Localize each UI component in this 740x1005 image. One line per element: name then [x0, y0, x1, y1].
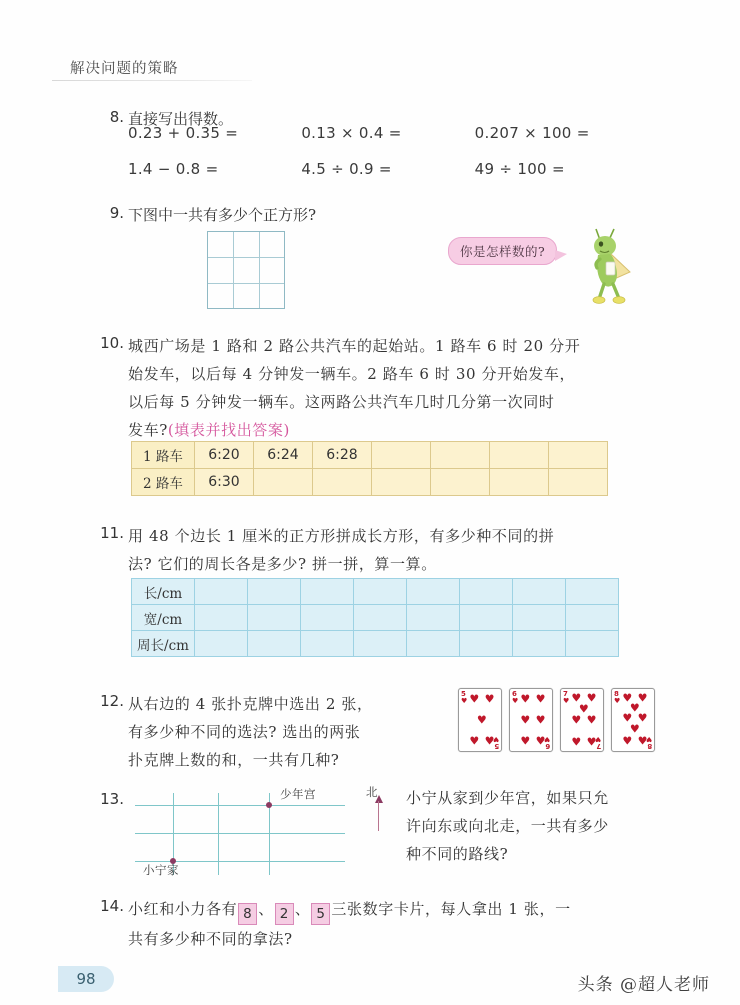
problem-14-line-2: 共有多少种不同的拿法?	[128, 930, 293, 948]
map-street-horizontal	[135, 805, 345, 806]
problem-8-prompt: 直接写出得数。	[128, 110, 234, 128]
card-rank-corner: 6 ♥	[543, 735, 550, 750]
table-cell[interactable]	[566, 605, 619, 631]
table-cell[interactable]	[301, 579, 354, 605]
card-rank-corner: 6 ♥	[512, 690, 519, 705]
table-cell[interactable]	[195, 631, 248, 657]
problem-13-number: 13.	[100, 790, 124, 808]
grid-line-vertical	[259, 232, 260, 308]
map-dot-destination	[266, 802, 272, 808]
grasshopper-mascot-icon	[578, 224, 636, 309]
square-counting-grid	[207, 231, 285, 309]
playing-cards-group	[458, 688, 655, 752]
card-pips: ♥ ♥ ♥ ♥ ♥	[469, 692, 495, 748]
playing-card	[458, 688, 502, 752]
row-label-width: 宽/cm	[132, 605, 195, 631]
problem-11-line-1: 用 48 个边长 1 厘米的正方形拼成长方形，有多少种不同的拼	[128, 527, 555, 545]
expression: 49 ÷ 100 =	[474, 160, 565, 178]
row-label-perimeter: 周长/cm	[132, 631, 195, 657]
playing-card	[611, 688, 655, 752]
problem-10-line-4-main: 发车?	[128, 421, 168, 439]
table-cell[interactable]: 6:30	[195, 469, 254, 496]
problem-10-line-1: 城西广场是 1 路和 2 路公共汽车的起始站。1 路车 6 时 20 分开	[128, 337, 581, 355]
expression: 0.207 × 100 =	[474, 124, 590, 142]
table-cell[interactable]	[313, 469, 372, 496]
row-label-length: 长/cm	[132, 579, 195, 605]
table-cell[interactable]	[460, 579, 513, 605]
table-cell[interactable]	[372, 469, 431, 496]
table-row	[132, 605, 619, 631]
expression-row	[128, 154, 648, 184]
card-separator: 、	[258, 900, 274, 918]
problem-12-line-2: 有多少种不同的选法? 选出的两张	[128, 723, 361, 741]
table-row	[132, 579, 619, 605]
table-row	[132, 442, 608, 469]
table-cell[interactable]	[566, 579, 619, 605]
card-rank-corner: 5 ♥	[492, 735, 499, 750]
row-label: 1 路车	[132, 442, 195, 469]
rectangle-dimensions-table	[131, 578, 619, 657]
page-number-tab: 98	[58, 966, 114, 992]
arrow-shaft	[378, 801, 379, 831]
header-divider	[52, 80, 252, 81]
table-cell[interactable]	[248, 631, 301, 657]
grid-line-horizontal	[208, 283, 284, 284]
problem-11-text	[128, 522, 648, 578]
table-row	[132, 469, 608, 496]
card-pips: ♥ ♥ ♥ ♥ ♥ ♥ ♥ ♥	[622, 691, 648, 748]
map-street-vertical	[218, 793, 219, 875]
grid-line-horizontal	[208, 257, 284, 258]
problem-14-line-1	[128, 895, 648, 925]
problem-8-number: 8.	[109, 108, 124, 126]
table-cell[interactable]	[301, 631, 354, 657]
card-rank-corner: 5 ♥	[461, 690, 468, 705]
map-label-north: 北	[366, 785, 378, 799]
expression: 0.23 + 0.35 =	[128, 124, 239, 142]
table-row	[132, 631, 619, 657]
table-cell[interactable]: 6:20	[195, 442, 254, 469]
problem-13-line-3: 种不同的路线?	[406, 845, 509, 863]
chapter-header: 解决问题的策略	[70, 61, 179, 77]
grid-line-vertical	[233, 232, 234, 308]
playing-card	[509, 688, 553, 752]
map-label-destination: 少年宫	[280, 787, 316, 801]
table-cell[interactable]	[460, 605, 513, 631]
table-cell[interactable]	[195, 579, 248, 605]
table-cell[interactable]	[549, 469, 608, 496]
speech-bubble: 你是怎样数的?	[448, 237, 557, 265]
row-label: 2 路车	[132, 469, 195, 496]
table-cell[interactable]: 6:24	[254, 442, 313, 469]
table-cell[interactable]	[513, 579, 566, 605]
table-cell[interactable]	[513, 631, 566, 657]
problem-12-line-1: 从右边的 4 张扑克牌中选出 2 张，	[128, 695, 373, 713]
table-cell[interactable]: 6:28	[313, 442, 372, 469]
table-cell[interactable]	[195, 605, 248, 631]
problem-12-text	[128, 690, 428, 774]
table-cell[interactable]	[354, 631, 407, 657]
playing-card	[560, 688, 604, 752]
watermark: 头条 @超人老师	[577, 975, 710, 995]
problem-14-text-before: 小红和小力各有	[128, 900, 238, 918]
problem-10-line-3: 以后每 5 分钟发一辆车。这两路公共汽车几时几分第一次同时	[128, 393, 555, 411]
problem-10-line-4	[128, 416, 648, 444]
table-cell[interactable]	[513, 605, 566, 631]
number-card: 8	[238, 903, 257, 925]
problem-14-text	[128, 895, 648, 953]
problem-13-line-1: 小宁从家到少年宫，如果只允	[406, 789, 609, 807]
table-cell[interactable]	[248, 579, 301, 605]
problem-10-number: 10.	[100, 334, 124, 352]
street-grid-map	[135, 789, 365, 871]
table-cell[interactable]	[407, 631, 460, 657]
problem-10-line-2: 始发车，以后每 4 分钟发一辆车。2 路车 6 时 30 分开始发车，	[128, 365, 576, 383]
card-rank-corner: 7 ♥	[594, 735, 601, 750]
card-rank-corner: 7 ♥	[563, 690, 570, 705]
bus-schedule-table	[131, 441, 608, 496]
table-cell[interactable]	[248, 605, 301, 631]
expression: 0.13 × 0.4 =	[301, 124, 402, 142]
map-label-home: 小宁家	[143, 863, 179, 877]
table-cell[interactable]	[372, 442, 431, 469]
table-cell[interactable]	[354, 579, 407, 605]
card-rank-corner: 8 ♥	[614, 690, 621, 705]
map-street-horizontal	[135, 833, 345, 834]
problem-14-number: 14.	[100, 897, 124, 915]
table-cell[interactable]	[490, 442, 549, 469]
table-cell[interactable]	[254, 469, 313, 496]
problem-10-text	[128, 332, 648, 444]
table-cell[interactable]	[431, 469, 490, 496]
number-card: 5	[311, 903, 330, 925]
problem-13-text	[406, 784, 656, 868]
table-cell[interactable]	[490, 469, 549, 496]
table-cell[interactable]	[301, 605, 354, 631]
problem-10-hint: (填表并找出答案)	[167, 421, 290, 439]
problem-9-number: 9.	[109, 204, 124, 222]
card-rank-corner: 8 ♥	[645, 735, 652, 750]
expression-row	[128, 118, 648, 148]
problem-14-text-after: 三张数字卡片，每人拿出 1 张，一	[331, 900, 571, 918]
expression: 4.5 ÷ 0.9 =	[301, 160, 392, 178]
problem-13-line-2: 许向东或向北走，一共有多少	[406, 817, 609, 835]
problem-11-line-2: 法? 它们的周长各是多少? 拼一拼，算一算。	[128, 555, 437, 573]
problem-9-prompt: 下图中一共有多少个正方形?	[128, 206, 317, 224]
expression: 1.4 − 0.8 =	[128, 160, 219, 178]
table-cell[interactable]	[407, 579, 460, 605]
table-cell[interactable]	[549, 442, 608, 469]
table-cell[interactable]	[460, 631, 513, 657]
number-card: 2	[275, 903, 294, 925]
north-arrow-icon	[372, 795, 386, 833]
problem-12-number: 12.	[100, 692, 124, 710]
table-cell[interactable]	[407, 605, 460, 631]
card-pips: ♥ ♥ ♥ ♥ ♥ ♥	[520, 692, 546, 748]
table-cell[interactable]	[566, 631, 619, 657]
card-separator: 、	[294, 900, 311, 918]
card-pips: ♥ ♥ ♥ ♥ ♥ ♥ ♥	[571, 691, 597, 749]
problem-11-number: 11.	[100, 524, 124, 542]
table-cell[interactable]	[354, 605, 407, 631]
problem-12-line-3: 扑克牌上数的和，一共有几种?	[128, 751, 340, 769]
table-cell[interactable]	[431, 442, 490, 469]
problem-8-expressions	[128, 118, 648, 184]
